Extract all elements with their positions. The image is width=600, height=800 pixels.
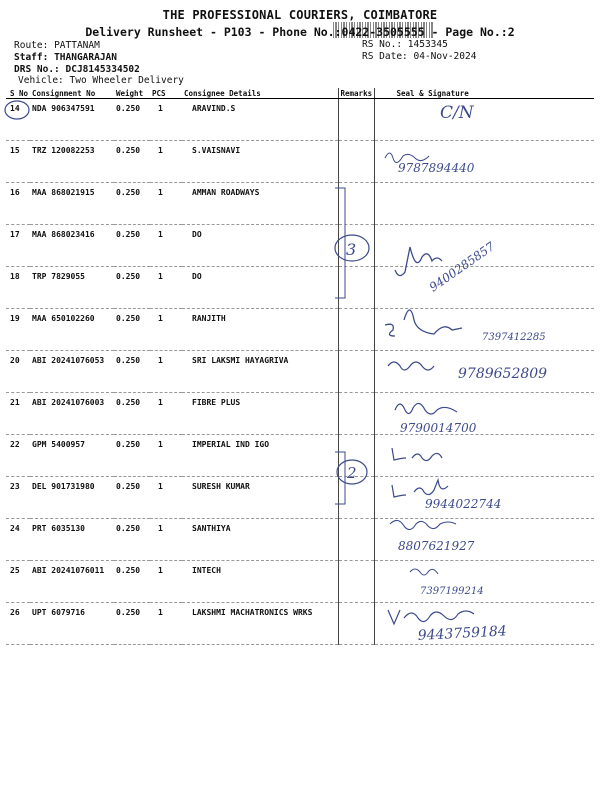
rs-date-label: RS Date: <box>362 51 408 62</box>
sno-cell: 20 <box>6 351 30 393</box>
signature-cell <box>374 477 594 519</box>
table-row <box>6 351 594 393</box>
consignee-cell: INTECH <box>182 561 338 603</box>
runsheet-subtitle: Delivery Runsheet - P103 - Phone No.:0422-3505555 - Page No.:2 <box>85 25 515 39</box>
signature-cell <box>374 309 594 351</box>
sno-cell: 21 <box>6 393 30 435</box>
route-label: Route: <box>14 40 49 51</box>
consignee-cell: DO <box>182 225 338 267</box>
signature-cell <box>374 351 594 393</box>
sno-cell: 24 <box>6 519 30 561</box>
consignee-cell: DO <box>182 267 338 309</box>
signature-cell <box>374 519 594 561</box>
pcs-cell: 1 <box>150 435 182 477</box>
rs-no-label: RS No.: <box>362 39 403 50</box>
consignee-cell: AMMAN ROADWAYS <box>182 183 338 225</box>
sno-cell: 16 <box>6 183 30 225</box>
sno-cell: 15 <box>6 141 30 183</box>
consignee-cell: RANJITH <box>182 309 338 351</box>
col-remarks: Remarks <box>338 88 374 99</box>
pcs-cell: 1 <box>150 183 182 225</box>
staff-line <box>14 52 117 63</box>
table-row <box>6 561 594 603</box>
weight-cell: 0.250 <box>114 477 150 519</box>
count-3: 3 <box>346 240 357 259</box>
rs-date-value: 04-Nov-2024 <box>413 51 477 62</box>
consignment-cell: MAA 868021915 <box>30 183 114 225</box>
consignment-cell: DEL 901731980 <box>30 477 114 519</box>
weight-cell: 0.250 <box>114 183 150 225</box>
sno-cell: 19 <box>6 309 30 351</box>
weight-cell: 0.250 <box>114 225 150 267</box>
sno-cell: 17 <box>6 225 30 267</box>
sno-cell: 23 <box>6 477 30 519</box>
phone-25: 7397199214 <box>420 586 484 597</box>
signature-cell <box>374 267 594 309</box>
table-row <box>6 267 594 309</box>
vehicle-line <box>18 75 184 86</box>
phone-23: 9944022744 <box>425 497 502 511</box>
consignment-cell: PRT 6035130 <box>30 519 114 561</box>
weight-cell: 0.250 <box>114 141 150 183</box>
remarks-cell <box>338 141 374 183</box>
consignee-cell: FIBRE PLUS <box>182 393 338 435</box>
sno-cell: 22 <box>6 435 30 477</box>
cn-mark: C/N <box>440 103 474 123</box>
consignment-cell: MAA 650102260 <box>30 309 114 351</box>
pcs-cell: 1 <box>150 351 182 393</box>
table-row <box>6 477 594 519</box>
signature-cell <box>374 603 594 645</box>
table-row <box>6 435 594 477</box>
staff-value: THANGARAJAN <box>54 52 117 63</box>
remarks-cell <box>338 435 374 477</box>
table-row <box>6 393 594 435</box>
consignee-cell: S.VAISNAVI <box>182 141 338 183</box>
signature-cell <box>374 141 594 183</box>
table-row <box>6 309 594 351</box>
weight-cell: 0.250 <box>114 435 150 477</box>
table-header-row <box>6 88 594 99</box>
weight-cell: 0.250 <box>114 603 150 645</box>
pcs-cell: 1 <box>150 393 182 435</box>
consignee-cell: SANTHIYA <box>182 519 338 561</box>
pcs-cell: 1 <box>150 225 182 267</box>
col-pcs: PCS <box>150 88 182 99</box>
remarks-cell <box>338 603 374 645</box>
col-consignee: Consignee Details <box>182 88 338 99</box>
weight-cell: 0.250 <box>114 99 150 141</box>
consignment-cell: TRP 7829055 <box>30 267 114 309</box>
sno-cell: 26 <box>6 603 30 645</box>
col-signature: Seal & Signature <box>374 88 594 99</box>
pcs-cell: 1 <box>150 99 182 141</box>
pcs-cell: 1 <box>150 519 182 561</box>
sno-cell: 18 <box>6 267 30 309</box>
table-row <box>6 183 594 225</box>
table-row <box>6 225 594 267</box>
vehicle-value: Two Wheeler Delivery <box>69 75 184 86</box>
consignee-cell: SRI LAKSMI HAYAGRIVA <box>182 351 338 393</box>
remarks-cell <box>338 183 374 225</box>
remarks-cell <box>338 351 374 393</box>
phone-24: 8807621927 <box>398 539 475 553</box>
weight-cell: 0.250 <box>114 561 150 603</box>
rs-no-line <box>362 39 448 50</box>
consignee-cell: IMPERIAL IND IGO <box>182 435 338 477</box>
remarks-cell <box>338 561 374 603</box>
consignee-cell: LAKSHMI MACHATRONICS WRKS <box>182 603 338 645</box>
signature-cell <box>374 561 594 603</box>
pcs-cell: 1 <box>150 141 182 183</box>
pcs-cell: 1 <box>150 309 182 351</box>
consignee-cell: ARAVIND.S <box>182 99 338 141</box>
remarks-cell <box>338 267 374 309</box>
consignee-cell: SURESH KUMAR <box>182 477 338 519</box>
remarks-cell <box>338 393 374 435</box>
phone-26: 9443759184 <box>417 623 508 644</box>
route-line <box>14 40 100 51</box>
col-sno: S No <box>6 88 30 99</box>
vehicle-label: Vehicle: <box>18 75 64 86</box>
table-row <box>6 99 594 141</box>
staff-label: Staff: <box>14 52 49 63</box>
weight-cell: 0.250 <box>114 519 150 561</box>
drs-value: DCJ8145334502 <box>65 64 140 75</box>
weight-cell: 0.250 <box>114 351 150 393</box>
remarks-cell <box>338 99 374 141</box>
remarks-cell <box>338 309 374 351</box>
table-row <box>6 519 594 561</box>
consignment-cell: UPT 6079716 <box>30 603 114 645</box>
phone-21: 9790014700 <box>400 421 477 435</box>
phone-19: 7397412285 <box>482 332 546 343</box>
phone-15: 9787894440 <box>398 161 475 175</box>
pcs-cell: 1 <box>150 561 182 603</box>
signature-cell <box>374 99 594 141</box>
table-row <box>6 603 594 645</box>
table-row <box>6 141 594 183</box>
weight-cell: 0.250 <box>114 393 150 435</box>
drs-label: DRS No.: <box>14 64 60 75</box>
sno-cell: 25 <box>6 561 30 603</box>
remarks-cell <box>338 225 374 267</box>
consignment-cell: TRZ 120082253 <box>30 141 114 183</box>
route-value: PATTANAM <box>54 40 100 51</box>
consignment-cell: ABI 20241076003 <box>30 393 114 435</box>
remarks-cell <box>338 477 374 519</box>
delivery-table <box>6 88 594 645</box>
weight-cell: 0.250 <box>114 267 150 309</box>
signature-cell <box>374 435 594 477</box>
remarks-cell <box>338 519 374 561</box>
phone-20: 9789652809 <box>458 366 548 382</box>
consignment-cell: ABI 20241076011 <box>30 561 114 603</box>
weight-cell: 0.250 <box>114 309 150 351</box>
drs-line <box>14 64 140 75</box>
pcs-cell: 1 <box>150 267 182 309</box>
pcs-cell: 1 <box>150 603 182 645</box>
sno-cell: 14 <box>6 99 30 141</box>
signature-cell <box>374 183 594 225</box>
company-title: THE PROFESSIONAL COURIERS, COIMBATORE <box>162 8 438 22</box>
col-consignment: Consignment No <box>30 88 114 99</box>
phone-18: 9400285857 <box>426 239 498 295</box>
consignment-cell: ABI 20241076053 <box>30 351 114 393</box>
signature-cell <box>374 225 594 267</box>
count-2: 2 <box>347 464 357 482</box>
consignment-cell: MAA 868023416 <box>30 225 114 267</box>
signature-cell <box>374 393 594 435</box>
consignment-cell: GPM 5400957 <box>30 435 114 477</box>
pcs-cell: 1 <box>150 477 182 519</box>
rs-no-value: 1453345 <box>407 39 448 50</box>
rs-date-line <box>362 51 476 62</box>
consignment-cell: NDA 906347591 <box>30 99 114 141</box>
col-weight: Weight <box>114 88 150 99</box>
